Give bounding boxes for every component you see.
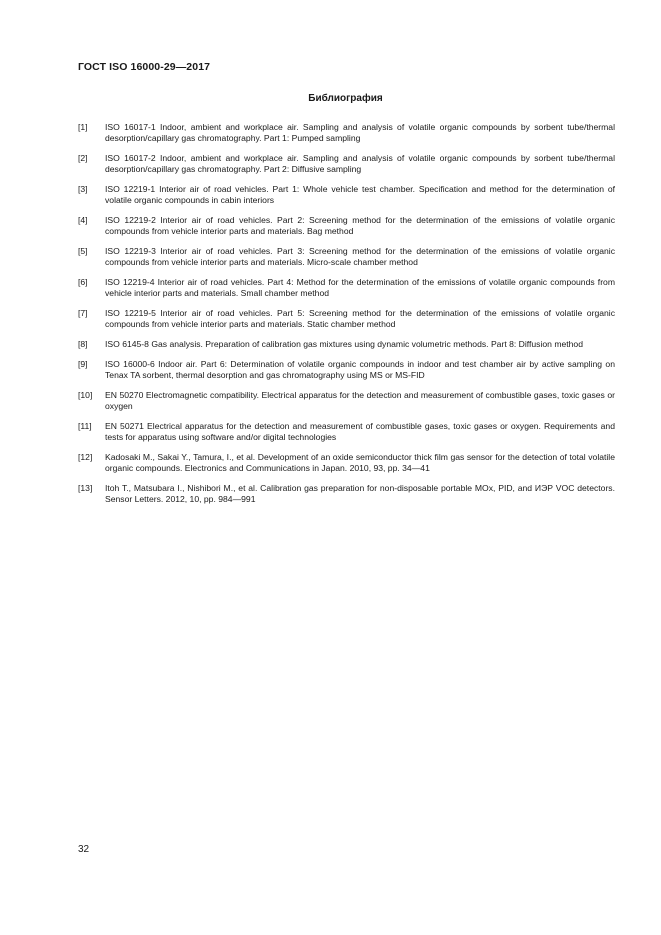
document-code-header: ГОСТ ISO 16000-29—2017	[78, 61, 211, 73]
bibliography-number: [4]	[78, 214, 88, 225]
bibliography-item-3	[78, 184, 615, 207]
bibliography-number: [11]	[78, 420, 92, 431]
bibliography-item-10	[78, 390, 615, 413]
bibliography-item-9	[78, 359, 615, 382]
bibliography-text: ISO 16017-1 Indoor, ambient and workplace air. Sampling and analysis of volatile organic compounds by sorbent tube/thermal desorption/capillary gas chromatography. Part 1: Pumped sampling	[105, 122, 615, 144]
bibliography-item-11	[78, 421, 615, 444]
bibliography-text: ISO 6145-8 Gas analysis. Preparation of calibration gas mixtures using dynamic volumetric methods. Part 8: Diffusion method	[105, 338, 583, 349]
page-number: 32	[78, 844, 90, 855]
bibliography-text: ISO 12219-3 Interior air of road vehicles. Part 3: Screening method for the determination of the emissions of volatile organic compounds from vehicle interior parts and materials. Micro-scale chamber method	[105, 245, 615, 268]
section-title: Библиография	[308, 93, 383, 104]
bibliography-number: [7]	[78, 307, 88, 318]
bibliography-item-13	[78, 483, 615, 506]
bibliography-item-12	[78, 452, 615, 475]
bibliography-text: ISO 12219-2 Interior air of road vehicles. Part 2: Screening method for the determination of the emissions of volatile organic compounds from vehicle interior parts and materials. Bag method	[105, 214, 615, 237]
bibliography-text: EN 50270 Electromagnetic compatibility. Electrical apparatus for the detection and measurement of combustible gases, toxic gases or oxygen	[105, 389, 615, 411]
bibliography-number: [2]	[78, 152, 88, 163]
bibliography-item-7	[78, 308, 615, 331]
bibliography-text: ISO 16017-2 Indoor, ambient and workplace air. Sampling and analysis of volatile organic compounds by sorbent tube/thermal desorption/capillary gas chromatography. Part 2: Diffusive sampling	[105, 152, 615, 175]
bibliography-list	[78, 122, 615, 514]
bibliography-number: [3]	[78, 183, 88, 194]
bibliography-item-4	[78, 215, 615, 238]
bibliography-number: [6]	[78, 276, 88, 287]
bibliography-text: ISO 12219-5 Interior air of road vehicles. Part 5: Screening method for the determination of the emissions of volatile organic compounds from vehicle interior parts and materials. Static chamber method	[105, 307, 615, 330]
bibliography-item-2	[78, 153, 615, 176]
bibliography-text: ISO 16000-6 Indoor air. Part 6: Determination of volatile organic compounds in indoor and test chamber air by active sampling on Tenax TA sorbent, thermal desorption and gas chromatography using MS or MS-FID	[105, 358, 615, 380]
bibliography-number: [12]	[78, 451, 93, 462]
bibliography-text: ISO 12219-4 Interior air of road vehicles. Part 4: Method for the determination of the emissions of volatile organic compounds from vehicle interior parts and materials. Small chamber method	[105, 276, 615, 299]
bibliography-item-1	[78, 122, 615, 145]
bibliography-number: [9]	[78, 358, 88, 369]
bibliography-item-5	[78, 246, 615, 269]
bibliography-text: Kadosaki M., Sakai Y., Tamura, I., et al. Development of an oxide semiconductor thick film gas sensor for the detection of total volatile organic compounds. Electronics and Communications in Japan. 2010, 93, pp. 34—41	[105, 451, 615, 473]
bibliography-number: [1]	[78, 122, 88, 132]
bibliography-text: EN 50271 Electrical apparatus for the detection and measurement of combustible gases, toxic gases or oxygen. Requirements and tests for apparatus using software and/or digital technologies	[105, 420, 615, 442]
bibliography-number: [10]	[78, 389, 93, 400]
bibliography-number: [5]	[78, 245, 88, 256]
bibliography-item-8	[78, 339, 615, 350]
bibliography-text: Itoh T., Matsubara I., Nishibori M., et al. Calibration gas preparation for non-disposable portable MOx, PID, and ИЭР VOC detectors. Sensor Letters. 2012, 10, pp. 984—991	[105, 482, 615, 504]
bibliography-number: [13]	[78, 482, 93, 493]
bibliography-text: ISO 12219-1 Interior air of road vehicles. Part 1: Whole vehicle test chamber. Specification and method for the determination of volatile organic compounds in cabin interiors	[105, 183, 615, 206]
bibliography-item-6	[78, 277, 615, 300]
bibliography-number: [8]	[78, 338, 88, 349]
